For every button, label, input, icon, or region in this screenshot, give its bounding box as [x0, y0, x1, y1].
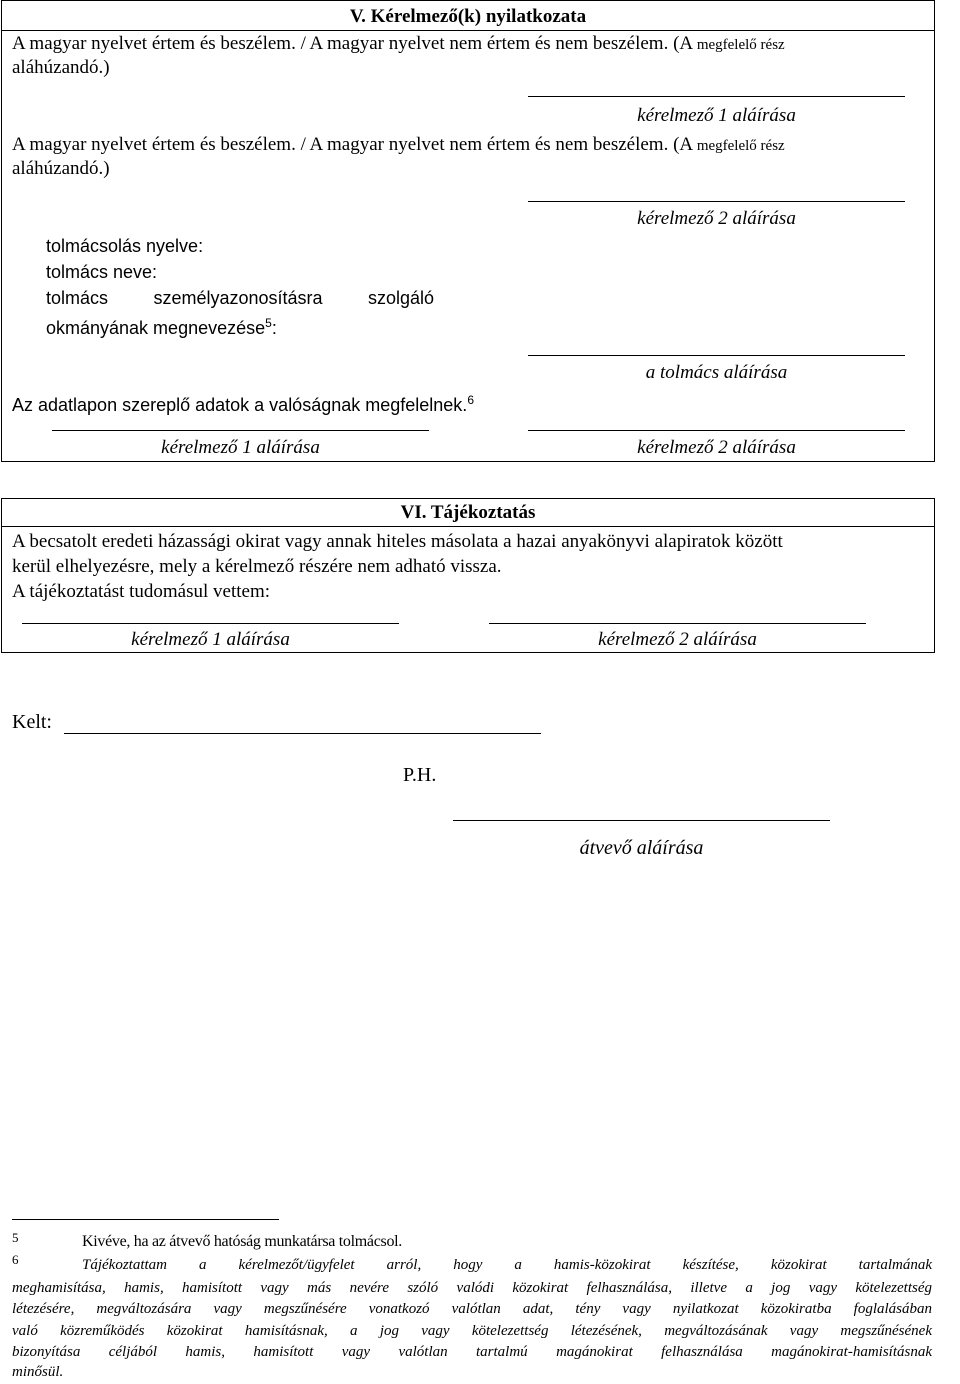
signature-label-final-2: kérelmező 2 aláírása — [637, 437, 796, 458]
signature-line-final-2 — [528, 430, 905, 431]
section-vi-signature-label-1: kérelmező 1 aláírása — [131, 629, 290, 650]
kelt-date-line — [64, 733, 541, 734]
declaration-1-small: megfelelő rész — [696, 37, 785, 53]
section-vi-signature-line-2 — [489, 623, 866, 624]
declaration-2-line2: aláhúzandó.) — [12, 158, 110, 179]
interpreter-document-text: okmányának megnevezése — [46, 318, 266, 338]
language-declaration-1 — [12, 32, 785, 57]
signature-line-interpreter — [528, 355, 905, 356]
section-v-title: V. Kérelmező(k) nyilatkozata — [349, 6, 587, 27]
footnote-6-number: 6 — [12, 1252, 19, 1267]
footnote-6-line6: minősül. — [12, 1364, 64, 1380]
footnote-ref-5: 5 — [265, 316, 272, 330]
interpreter-document-word-2: személyazonosításra — [153, 288, 323, 308]
signature-label-interpreter: a tolmács aláírása — [645, 362, 788, 383]
footnote-6-line2: meghamisítása, hamis, hamisított vagy más nevére szóló valódi közokirat felhasználása, illetve a jog vagy kötelezettség — [12, 1280, 932, 1296]
interpreter-document-label-line2 — [46, 311, 277, 340]
signature-line-applicant-2 — [528, 201, 905, 202]
section-vi-text-line1: A becsatolt eredeti házassági okirat vagy annak hiteles másolata a hazai anyakönyvi alapiratok között — [12, 531, 783, 552]
declaration-2-text: A magyar nyelvet értem és beszélem. / A magyar nyelvet nem értem és nem beszélem. (A — [12, 134, 693, 155]
interpreter-document-word-3: szolgáló — [367, 288, 434, 308]
section-vi-text-line2: kerül elhelyezésre, mely a kérelmező részére nem adható vissza. — [12, 556, 502, 577]
footnote-6-line5: bizonyítása céljából hamis, hamisított vagy valótlan tartalmú magánokirat felhasználása magánokirat-hamisításnak — [12, 1344, 932, 1360]
declaration-1-text: A magyar nyelvet értem és beszélem. / A magyar nyelvet nem értem és nem beszélem. (A — [12, 33, 693, 54]
stamp-placeholder: P.H. — [403, 764, 437, 786]
interpreter-document-word-1: tolmács — [46, 288, 109, 308]
footnote-6-line4: való közreműködés közokirat hamisításnak, a jog vagy kötelezettség létezésének, megváltozásának vagy megszűnésének — [12, 1323, 932, 1339]
signature-label-applicant-2: kérelmező 2 aláírása — [637, 208, 796, 229]
footnote-5-number: 5 — [12, 1230, 19, 1245]
signature-label-final-1: kérelmező 1 aláírása — [161, 437, 320, 458]
section-vi-signature-line-1 — [22, 623, 399, 624]
section-vi-title: VI. Tájékoztatás — [400, 502, 536, 523]
footnote-ref-6: 6 — [467, 393, 474, 407]
section-vi-acknowledgement: A tájékoztatást tudomásul vettem: — [12, 581, 271, 602]
language-declaration-2 — [12, 133, 785, 158]
signature-line-final-1 — [52, 430, 429, 431]
interpreter-name-label: tolmács neve: — [46, 262, 158, 282]
signature-line-applicant-1 — [528, 96, 905, 97]
declaration-1-line2: aláhúzandó.) — [12, 57, 110, 78]
interpreter-language-label: tolmácsolás nyelve: — [46, 236, 204, 256]
kelt-label: Kelt: — [12, 711, 52, 733]
declaration-2-small: megfelelő rész — [696, 138, 785, 154]
interpreter-document-label — [46, 286, 434, 310]
signature-label-applicant-1: kérelmező 1 aláírása — [637, 105, 796, 126]
truth-statement — [12, 388, 474, 417]
footnote-6-line3: létezésére, megváltozására vagy megszűnésére vonatkozó valótlan adat, tény vagy nyilatkozat közokiratba foglalásában — [12, 1301, 932, 1317]
interpreter-document-colon: : — [271, 318, 277, 338]
section-v-title-divider — [2, 30, 934, 31]
footnote-separator — [12, 1219, 279, 1220]
section-vi-title-divider — [2, 526, 934, 527]
footnote-6-line1: Tájékoztattam a kérelmezőt/ügyfelet arról, hogy a hamis-közokirat készítése, közokirat tartalmának — [82, 1257, 932, 1273]
truth-statement-text: Az adatlapon szereplő adatok a valóságnak megfelelnek. — [12, 395, 468, 415]
footnote-5-text: Kivéve, ha az átvevő hatóság munkatársa tolmácsol. — [82, 1233, 402, 1250]
section-vi-signature-label-2: kérelmező 2 aláírása — [598, 629, 757, 650]
receiver-signature-line — [453, 820, 830, 821]
receiver-signature-label: átvevő aláírása — [579, 837, 704, 859]
